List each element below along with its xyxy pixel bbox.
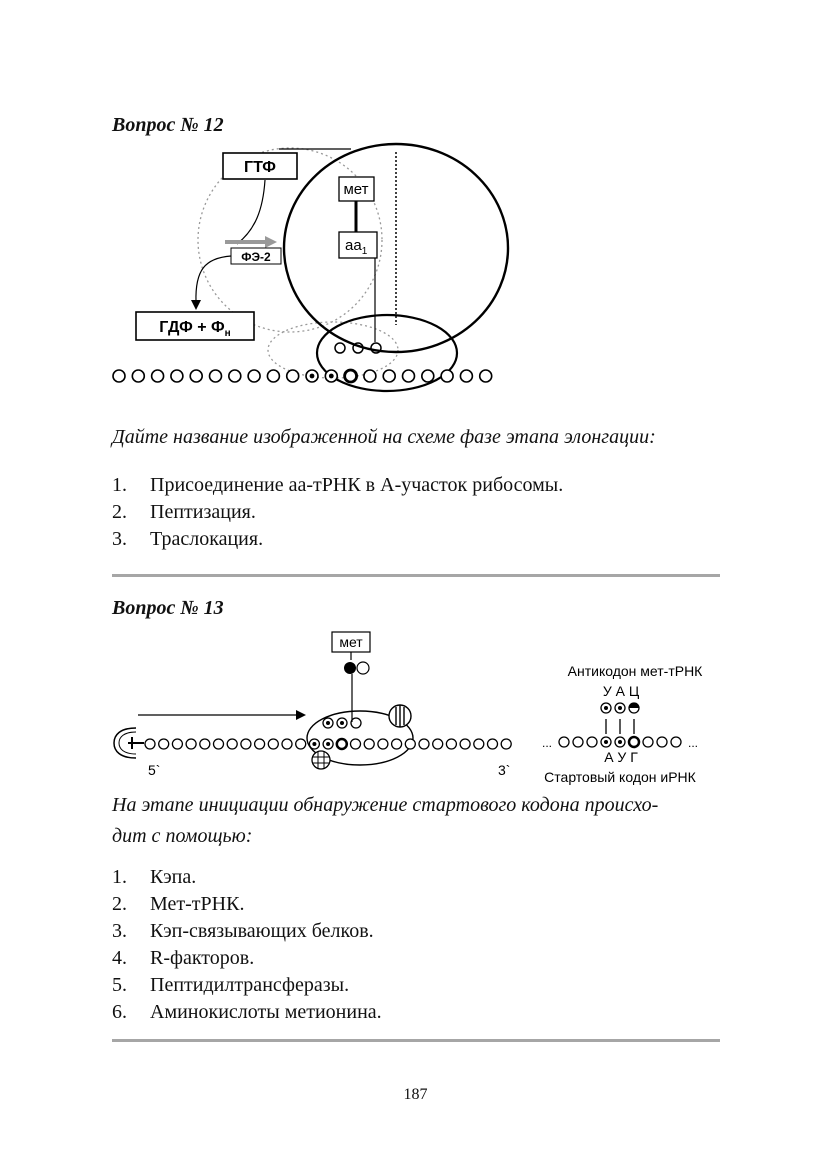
met-label: мет [339, 634, 363, 650]
option-number: 4. [112, 947, 127, 969]
nucleotide [351, 739, 361, 749]
question-13-prompt [112, 790, 720, 852]
gtf-label: ГТФ [244, 159, 276, 176]
nucleotide [488, 739, 498, 749]
initiation-factor-grid-icon [312, 751, 330, 769]
nucleotide [227, 739, 237, 749]
gtf-curve [237, 180, 265, 244]
gdf-arrow-head [191, 300, 201, 310]
nucleotide [433, 739, 443, 749]
scan-arrow-head [296, 710, 306, 720]
nucleotide [403, 370, 415, 382]
option-number: 2. [112, 893, 127, 915]
nucleotide [643, 737, 653, 747]
nucleotide [190, 370, 202, 382]
mrna-chain [145, 739, 511, 749]
nucleotide [460, 739, 470, 749]
nucleotide [364, 370, 376, 382]
nucleotide [282, 739, 292, 749]
elongation-diagram [105, 140, 535, 400]
anticodon-label: Антикодон мет-тРНК [567, 663, 703, 679]
nucleotide [210, 370, 222, 382]
option-text: Мет-тРНК. [150, 893, 245, 915]
nucleotide [152, 370, 164, 382]
option-number: 1. [112, 474, 127, 496]
nucleotide [559, 737, 569, 747]
base-pairing-lines [606, 719, 634, 734]
nucleotide [241, 739, 251, 749]
option[interactable] [112, 864, 382, 891]
met-label: мет [343, 181, 369, 198]
nucleotide-dot [326, 742, 330, 746]
nucleotide [383, 370, 395, 382]
three-prime-label: 3` [498, 762, 511, 778]
option[interactable] [112, 472, 563, 499]
codon-inset-chain [542, 736, 698, 750]
codon-text: А У Г [604, 749, 638, 765]
nucleotide [337, 739, 347, 749]
prompt-line: дит с помощью: [112, 825, 253, 847]
question-13-title: Вопрос № 13 [112, 597, 224, 619]
nucleotide-dot [329, 374, 334, 379]
nucleotide [378, 739, 388, 749]
question-13-options [112, 864, 382, 1026]
nucleotide [248, 370, 260, 382]
aa1-label: $аа_1$ [345, 237, 368, 257]
nucleotide-dot [604, 740, 608, 744]
option[interactable] [112, 891, 382, 918]
nucleotide [132, 370, 144, 382]
trna-open-circle [357, 662, 369, 674]
option-number: 5. [112, 974, 127, 996]
section-divider [112, 574, 720, 577]
nucleotide [296, 739, 306, 749]
nucleotide [113, 370, 125, 382]
nucleotide [392, 739, 402, 749]
option-text: R-факторов. [150, 947, 255, 969]
nucleotide [587, 737, 597, 747]
nucleotide [200, 739, 210, 749]
nucleotide [480, 370, 492, 382]
nucleotide [345, 370, 357, 382]
nucleotide [268, 739, 278, 749]
anticodon-circles [335, 343, 381, 353]
anticodon-text: У А Ц [602, 683, 640, 699]
option-text: Пептизация. [150, 501, 256, 523]
option-number: 3. [112, 528, 127, 550]
fe2-arrow-head [265, 236, 277, 248]
initiation-diagram [110, 628, 710, 788]
nucleotide [364, 739, 374, 749]
nucleotide [159, 739, 169, 749]
option-number: 6. [112, 1001, 127, 1023]
nucleotide [171, 370, 183, 382]
nucleotide [422, 370, 434, 382]
initiation-factor-striped-icon [389, 705, 411, 727]
nucleotide [573, 737, 583, 747]
cap-icon [114, 728, 144, 758]
ellipsis: ... [542, 736, 553, 750]
option-text: Кэп-связывающих белков. [150, 920, 374, 942]
nucleotide [446, 739, 456, 749]
nucleotide [460, 370, 472, 382]
question-12-options [112, 472, 563, 553]
option-number: 1. [112, 866, 127, 888]
section-divider [112, 1039, 720, 1042]
ellipsis: ... [688, 736, 699, 750]
option[interactable] [112, 526, 563, 553]
option-text: Пептидилтрансферазы. [150, 974, 350, 996]
option-text: Траслокация. [150, 528, 264, 550]
option[interactable] [112, 999, 382, 1026]
nucleotide [229, 370, 241, 382]
gdf-label: ГДФ + $Ф_н$ [159, 319, 231, 339]
nucleotide [214, 739, 224, 749]
option-number: 2. [112, 501, 127, 523]
nucleotide [501, 739, 511, 749]
question-12-prompt: Дайте название изображенной на схеме фазе этапа элонгации: [112, 426, 656, 448]
option[interactable] [112, 499, 563, 526]
question-12-title: Вопрос № 12 [112, 114, 224, 136]
nucleotide [172, 739, 182, 749]
page-number: 187 [403, 1086, 428, 1103]
fe2-label: ФЭ-2 [241, 250, 271, 264]
nucleotide-dot [310, 374, 315, 379]
trna-filled-circle [344, 662, 356, 674]
nucleotide [629, 737, 639, 747]
option-text: Кэпа. [150, 866, 197, 888]
nucleotide [287, 370, 299, 382]
nucleotide [671, 737, 681, 747]
anticodon-circles [323, 718, 361, 728]
option-text: Аминокислоты метионина. [150, 1001, 382, 1023]
nucleotide [657, 737, 667, 747]
nucleotide [405, 739, 415, 749]
nucleotide [474, 739, 484, 749]
nucleotide [186, 739, 196, 749]
option-number: 3. [112, 920, 127, 942]
option[interactable] [112, 945, 382, 972]
fe2-arrow [225, 240, 265, 244]
nucleotide [441, 370, 453, 382]
start-codon-label: Стартовый кодон иРНК [544, 769, 696, 785]
anticodon-inset-circles [601, 703, 639, 713]
prompt-line: На этапе инициации обнаружение стартового кодона происхо- [112, 794, 659, 816]
nucleotide-dot [618, 740, 622, 744]
five-prime-label: 5` [148, 762, 161, 778]
nucleotide [419, 739, 429, 749]
nucleotide [255, 739, 265, 749]
option[interactable] [112, 918, 382, 945]
nucleotide [267, 370, 279, 382]
nucleotide [145, 739, 155, 749]
option-text: Присоединение аа-тРНК в А-участок рибосомы. [150, 474, 564, 496]
option[interactable] [112, 972, 382, 999]
nucleotide-dot [312, 742, 316, 746]
